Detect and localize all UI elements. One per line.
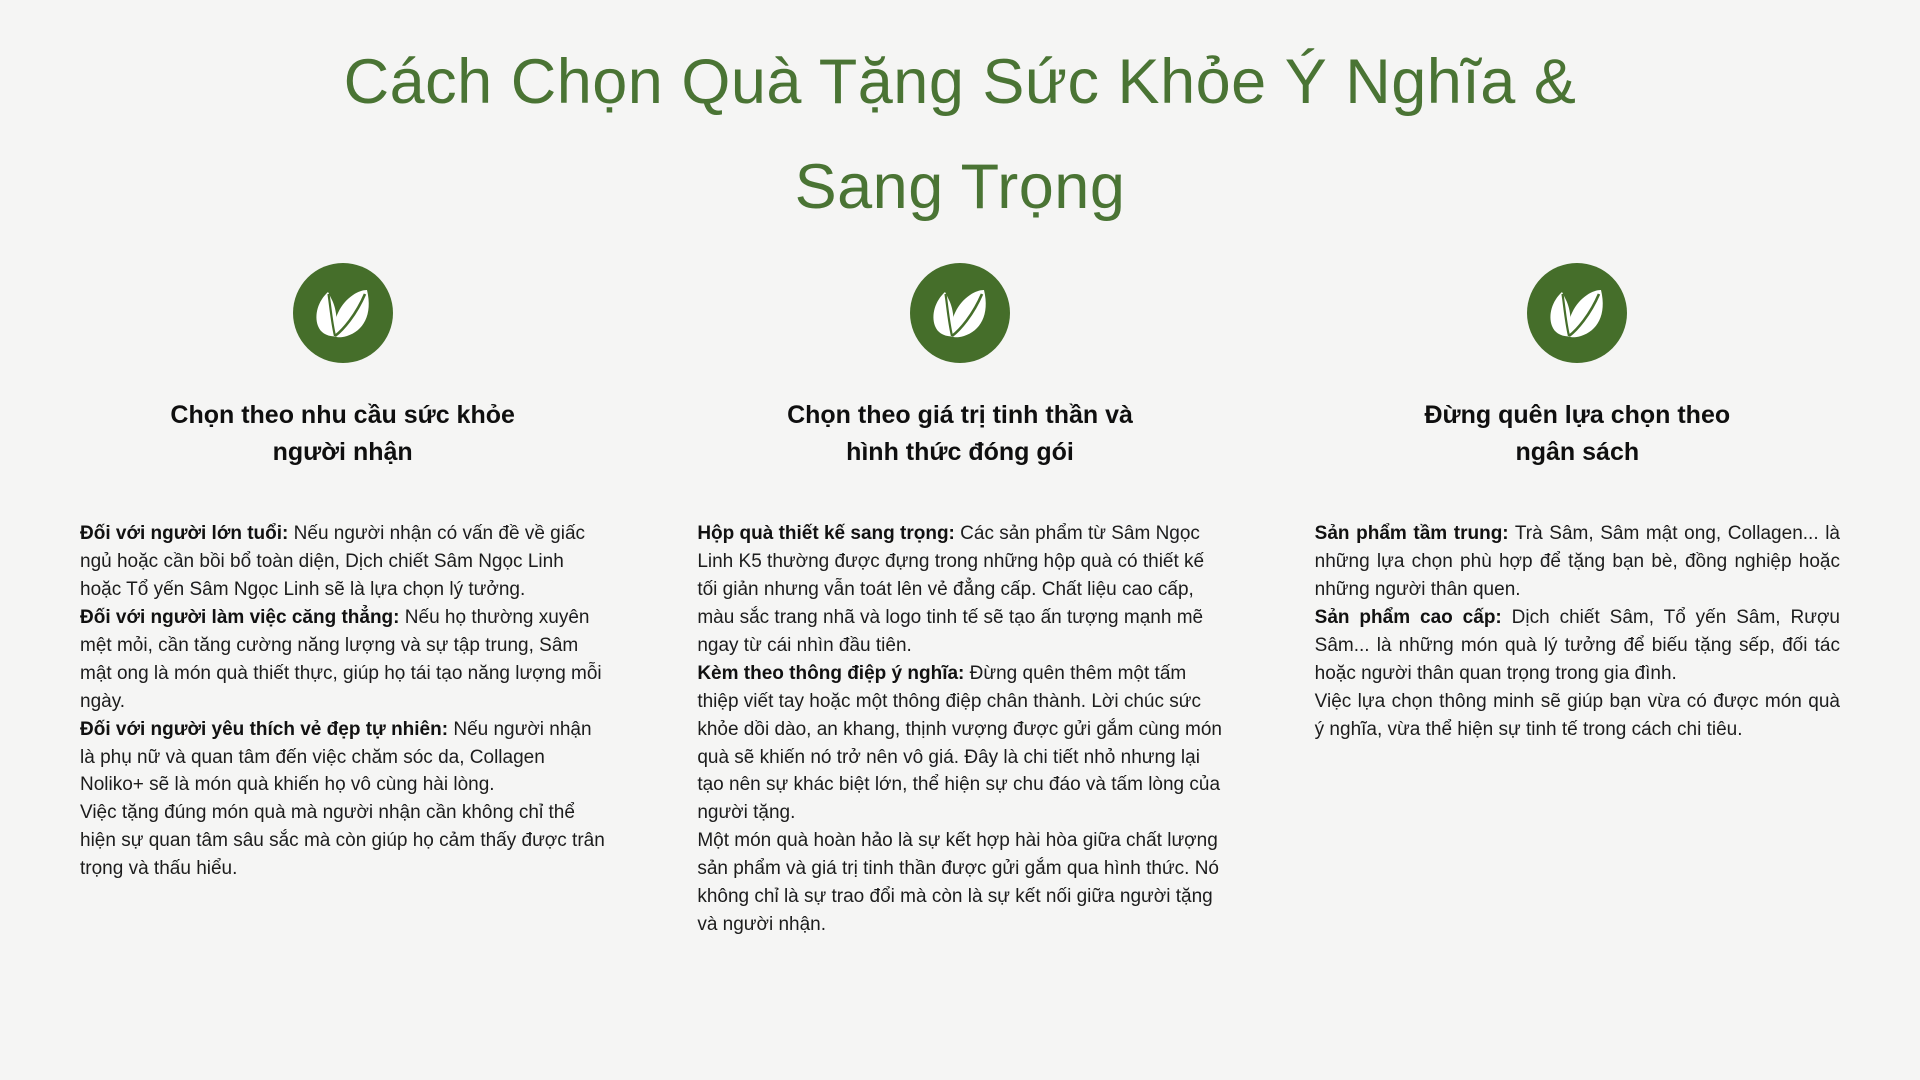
column-health-needs	[80, 263, 605, 939]
column-heading: Chọn theo nhu cầu sức khỏe người nhận	[170, 401, 515, 466]
page-title-line-1: Cách Chọn Quà Tặng Sức Khỏe Ý Nghĩa &	[343, 47, 1577, 117]
paragraph-text: Việc lựa chọn thông minh sẽ giúp bạn vừa có được món quà ý nghĩa, vừa thể hiện sự tinh tế trong cách chi tiêu.	[1314, 690, 1840, 740]
paragraph-lead: Sản phẩm tầm trung:	[1314, 523, 1509, 545]
paragraph-text: Đừng quên thêm một tấm thiệp viết tay hoặc một thông điệp chân thành. Lời chúc sức khỏe dồi dào, an khang, thịnh vượng được gửi gắm cùng món quà sẽ khiến nó trở nên vô giá. Đây là chi tiết nhỏ nhưng lại tạo nên sự khác biệt lớn, thể hiện sự chu đáo và tấm lòng của người tặng.	[697, 662, 1222, 824]
paragraph	[80, 799, 605, 883]
paragraph	[697, 660, 1222, 828]
column-body	[1315, 520, 1840, 743]
paragraph-lead: Đối với người làm việc căng thẳng:	[80, 606, 400, 628]
page-title	[60, 30, 1860, 239]
column-spiritual-value	[697, 263, 1222, 939]
paragraph	[697, 827, 1222, 939]
column-heading: Chọn theo giá trị tinh thần và hình thức đóng gói	[787, 401, 1133, 466]
paragraph-text: Trà Sâm, Sâm mật ong, Collagen... là những lựa chọn phù hợp để tặng bạn bè, đồng nghiệp hoặc những người thân quen.	[1314, 523, 1840, 600]
paragraph-text: Các sản phẩm từ Sâm Ngọc Linh K5 thường được đựng trong những hộp quà có thiết kế tối giản nhưng vẫn toát lên vẻ đẳng cấp. Chất liệu cao cấp, màu sắc trang nhã và logo tinh tế sẽ tạo ấn tượng mạnh mẽ ngay từ cái nhìn đầu tiên.	[697, 523, 1205, 656]
paragraph	[1315, 688, 1840, 744]
gift-guide-section	[60, 0, 1860, 939]
leaf-icon-wrap	[1315, 263, 1840, 363]
page-title-line-2: Sang Trọng	[794, 151, 1126, 222]
leaf-icon	[293, 263, 393, 363]
column-heading: Đừng quên lựa chọn theo ngân sách	[1424, 401, 1731, 466]
paragraph	[80, 604, 605, 716]
paragraph-lead: Đối với người yêu thích vẻ đẹp tự nhiên:	[80, 718, 449, 740]
paragraph-text: Nếu người nhận là phụ nữ và quan tâm đến việc chăm sóc da, Collagen Noliko+ sẽ là món quà khiến họ vô cùng hài lòng.	[80, 718, 592, 796]
paragraph	[1315, 604, 1840, 688]
column-budget	[1315, 263, 1840, 939]
leaf-icon-wrap	[697, 263, 1222, 363]
column-body	[80, 520, 605, 883]
paragraph	[697, 520, 1222, 660]
paragraph-lead: Hộp quà thiết kế sang trọng:	[697, 523, 955, 545]
leaf-icon-wrap	[80, 263, 605, 363]
paragraph	[80, 716, 605, 800]
paragraph-text: Nếu họ thường xuyên mệt mỏi, cần tăng cường năng lượng và sự tập trung, Sâm mật ong là món quà thiết thực, giúp họ tái tạo năng lượng mỗi ngày.	[80, 606, 602, 712]
paragraph-text: Một món quà hoàn hảo là sự kết hợp hài hòa giữa chất lượng sản phẩm và giá trị tinh thần được gửi gắm qua hình thức. Nó không chỉ là sự trao đổi mà còn là sự kết nối giữa người tặng và người nhận.	[697, 830, 1220, 936]
paragraph	[1315, 520, 1840, 604]
columns-row	[80, 263, 1840, 939]
paragraph-lead: Sản phẩm cao cấp:	[1314, 606, 1502, 628]
leaf-icon	[1527, 263, 1627, 363]
paragraph-text: Nếu người nhận có vấn đề về giấc ngủ hoặc cần bồi bổ toàn diện, Dịch chiết Sâm Ngọc Linh hoặc Tổ yến Sâm Ngọc Linh sẽ là lựa chọn lý tưởng.	[80, 523, 586, 600]
paragraph-lead: Kèm theo thông điệp ý nghĩa:	[697, 662, 965, 684]
paragraph-lead: Đối với người lớn tuổi:	[80, 523, 289, 545]
column-body	[697, 520, 1222, 939]
paragraph	[80, 520, 605, 604]
paragraph-text: Dịch chiết Sâm, Tổ yến Sâm, Rượu Sâm... là những món quà lý tưởng để biếu tặng sếp, đối tác hoặc người thân quan trọng trong gia đình.	[1314, 606, 1840, 684]
leaf-icon	[910, 263, 1010, 363]
paragraph-text: Việc tặng đúng món quà mà người nhận cần không chỉ thể hiện sự quan tâm sâu sắc mà còn giúp họ cảm thấy được trân trọng và thấu hiểu.	[80, 802, 605, 880]
